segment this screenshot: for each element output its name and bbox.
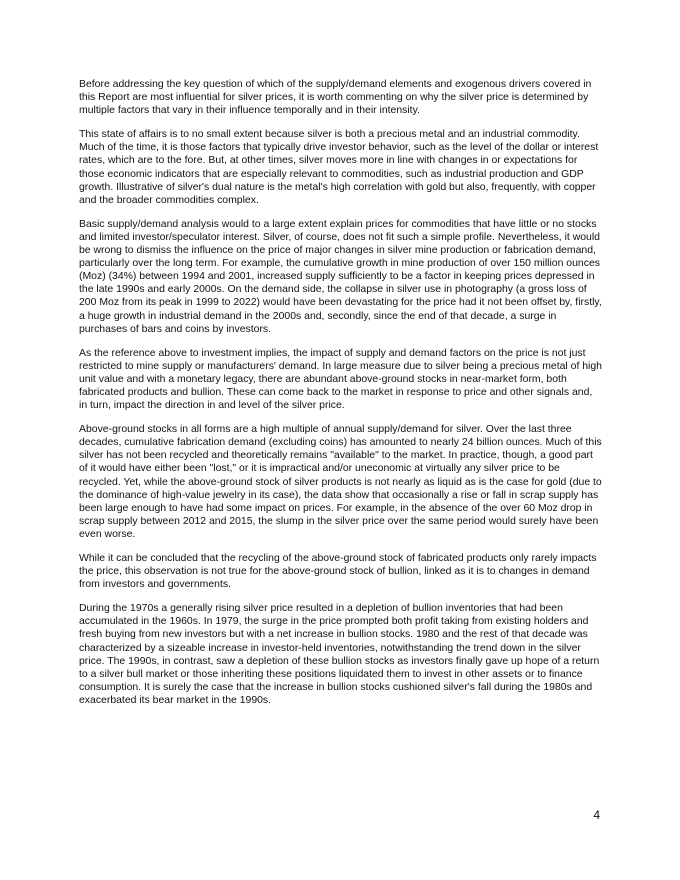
paragraph-7: During the 1970s a generally rising silver price resulted in a depletion of bullion inventories that had been accumulated in the 1960s. In 1979, the surge in the price prompted both profit taking from existing holders and fresh buying from new investors but with a net increase in bullion stocks. 1980 and the rest of that decade was characterized by a sizeable increase in investor-held inventories, notwithstanding the trend down in the silver price. The 1990s, in contrast, saw a depletion of these bullion stocks as investors finally gave up hope of a return to a silver bull market or those inheriting these positions liquidated them to invest in other assets or to finance consumption. It is surely the case that the increase in bullion stocks cushioned silver's fall during the 1980s and exacerbated its bear market in the 1990s. bbox=[79, 603, 600, 706]
paragraph-1: Before addressing the key question of which of the supply/demand elements and exogenous drivers covered in this Report are most influential for silver prices, it is worth commenting on why the silver price is determined by multiple factors that vary in their influence temporally and in their intensity. bbox=[79, 79, 592, 117]
paragraph-2: This state of affairs is to no small extent because silver is both a precious metal and an industrial commodity. Much of the time, it is those factors that typically drive investor behavior, such as the level of the dollar or interest rates, which are to the fore. But, at other times, silver moves more in line with changes in or expectations for those economic indicators that are especially relevant to commodities, such as industrial production and GDP growth. Illustrative of silver's dual nature is the metal's high correlation with gold but also, frequently, with copper and the broader commodities complex. bbox=[79, 129, 599, 206]
paragraph-6: While it can be concluded that the recycling of the above-ground stock of fabricated products only rarely impacts the price, this observation is not true for the above-ground stock of bullion, linked as it is to changes in demand from investors and governments. bbox=[79, 553, 597, 591]
paragraph-3: Basic supply/demand analysis would to a large extent explain prices for commodities that have little or no stocks and limited investor/speculator interest. Silver, of course, does not fit such a simple profile. Nevertheless, it would be wrong to dismiss the influence on the price of major changes in silver mine production or fabrication demand, particularly over the long term. For example, the cumulative growth in mine production of over 150 million ounces (Moz) (34%) between 1994 and 2001, increased supply sufficiently to be a factor in keeping prices depressed in the late 1990s and early 2000s. On the demand side, the collapse in silver use in photography (a gross loss of 200 Moz from its peak in 1999 to 2022) would have been devastating for the price had it not been offset by, firstly, a huge growth in industrial demand in the 2000s and, secondly, since the end of that decade, a surge in purchases of bars and coins by investors. bbox=[79, 218, 602, 335]
body-text bbox=[79, 78, 603, 718]
paragraph-4: As the reference above to investment implies, the impact of supply and demand factors on the price is not just restricted to mine supply or manufacturers' demand. In large measure due to silver being a precious metal of high unit value and with a monetary legacy, there are abundant above-ground stocks in near-market form, both fabricated products and bullion. These can come back to the market in response to price and other signals and, in turn, impact the direction in and level of the silver price. bbox=[79, 347, 602, 412]
page-number: 4 bbox=[593, 808, 600, 822]
paragraph-5: Above-ground stocks in all forms are a high multiple of annual supply/demand for silver. Over the last three decades, cumulative fabrication demand (excluding coins) has amounted to nearly 24 billion ounces. Much of this silver has not been recycled and theoretically remains "available" to the market. In practice, though, a good part of it would have either been "lost," or it is impractical and/or uneconomic at virtually any silver price to be recycled. Yet, while the above-ground stock of silver products is not nearly as liquid as is the case for gold (due to the dominance of high-value jewelry in its case), the data show that occasionally a rise or fall in scrap supply has been large enough to have had some impact on prices. For example, in the absence of the over 60 Moz drop in scrap supply between 2012 and 2015, the slump in the silver price over the same period would surely have been even worse. bbox=[79, 424, 602, 540]
